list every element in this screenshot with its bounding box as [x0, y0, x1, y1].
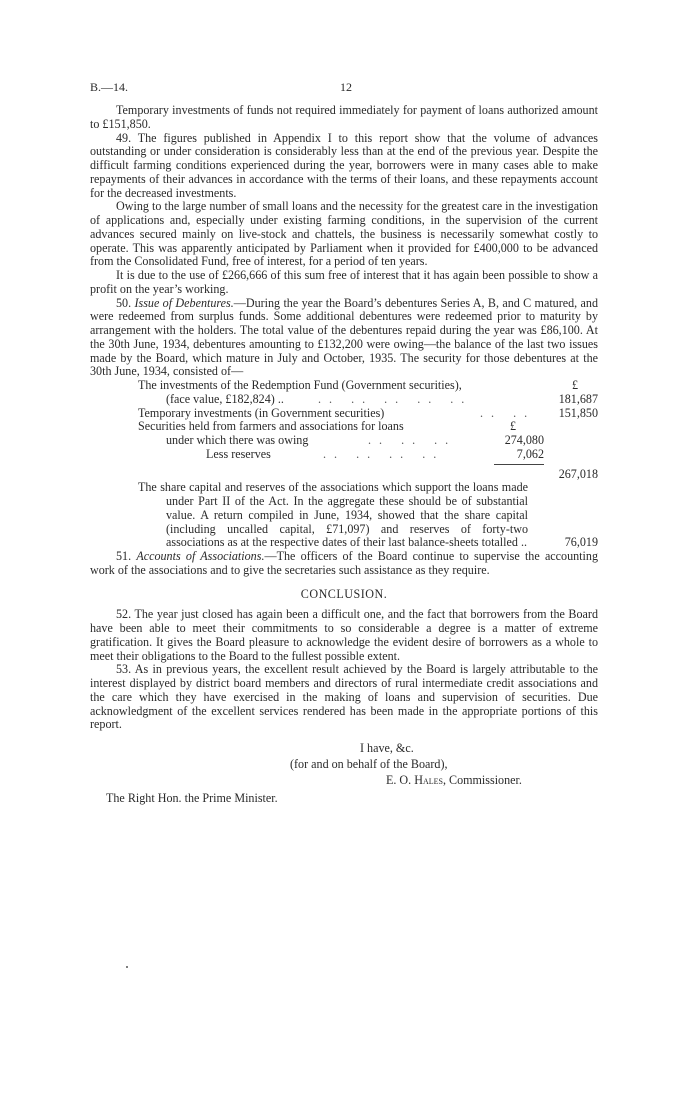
currency-symbol: £: [571, 378, 578, 392]
schedule-row-securities: [138, 420, 598, 434]
rule-line: [494, 464, 544, 465]
schedule-row-redemption-fund: [138, 379, 598, 393]
paragraph-51: [90, 550, 598, 578]
currency-symbol: £: [509, 419, 516, 434]
paragraph-51-number: 51.: [116, 549, 137, 563]
behalf-line: (for and on behalf of the Board),: [290, 757, 448, 771]
schedule-value: 76,019: [564, 535, 598, 550]
paragraph-52: 52. The year just closed has again been a difficult one, and the fact that borrowers from the Board have been able to meet their commitments to so considerable a degree is a matter of extreme gratification. It gives the Board pleasure to acknowledge the evident desire of borrowers as a whole to meet their obligations to the Board to the fullest possible extent.: [90, 607, 598, 663]
signatory-surname: Hales: [414, 773, 443, 787]
schedule-label: Less reserves: [206, 446, 271, 461]
security-schedule: [138, 379, 598, 550]
paragraph-50: [90, 297, 598, 380]
paragraph-50-body: —During the year the Board’s debentures Series A, B, and C matured, and were redeemed from surplus funds. Some additional debentures were redeemed prior to maturity by arrangement with the holders. The total value of the debentures repaid during the year was £86,100. At the 30th June, 1934, debentures amounting to £132,200 were owing—the balance of the last two issues made by the Board, which mature in July and October, 1935. The security for those debentures at the 30th June, 1934, consisted of—: [90, 295, 598, 379]
paragraph-50-number: 50.: [116, 295, 135, 310]
paragraph-due: It is due to the use of £266,666 of this sum free of interest that it has again been possible to show a profit on the year’s working.: [90, 268, 598, 296]
signature-block: [90, 738, 598, 808]
schedule-row-net: [138, 468, 598, 482]
leader-dots: .. ..: [480, 405, 536, 420]
paragraph-51-body: —The officers of the Board continue to supervise the accounting work of the associations and to give the secretaries such assistance as they require.: [90, 549, 598, 577]
page-number: 12: [340, 80, 352, 94]
schedule-value: 274,080: [504, 433, 544, 447]
schedule-value: 7,062: [516, 446, 544, 461]
leader-dots: .. .. .. ..: [323, 446, 445, 461]
schedule-label: (face value, £182,824) ..: [166, 391, 284, 406]
paragraph-53: 53. As in previous years, the excellent result achieved by the Board is largely attributable to the interest displayed by district board members and directors of rural intermediate credit associations and the care which they have exercised in the making of loans and supervision of securities. Due acknowledgment of the excellent services rendered has been made in the appropriate portions of this report.: [90, 662, 598, 732]
paragraph-50-title: Issue of Debentures.: [134, 295, 234, 310]
schedule-row-face-value: [138, 393, 598, 407]
paragraph-owing: Owing to the large number of small loans and the necessity for the greatest care in the investigation of applications and, especially under existing farming conditions, in the supervision of the current advances secured mainly on live-stock and chattels, the business is necessarily somewhat costly to operate. This was apparently anticipated by Parliament when it provided for £400,000 to be advanced from the Consolidated Fund, free of interest, for a period of ten years.: [90, 199, 598, 269]
document-code: B.—14.: [90, 80, 129, 94]
share-capital-text: The share capital and reserves of the associations which support the loans made under Part II of the Act. In the aggregate these should be of substantial value. A return compiled in June, 1934, showed that the share capital (including uncalled capital, £71,097) and reserves of forty-two associations as at the respective dates of their last balance-sheets totalled ..: [138, 480, 528, 550]
paragraph-51-title: Accounts of Associations.: [136, 549, 265, 563]
schedule-row-less-reserves: [138, 448, 598, 462]
schedule-label: Temporary investments (in Government securities): [138, 405, 385, 420]
schedule-label: The investments of the Redemption Fund (Government securities),: [138, 378, 462, 392]
stray-mark: [126, 966, 128, 968]
leader-dots: .. .. .. .. ..: [318, 391, 473, 406]
paragraph-49: 49. The figures published in Appendix I to this report show that the volume of advances outstanding or under consideration is considerably less than at the end of the previous year. Despite the difficult farming conditions experienced during the year, borrowers were in many cases able to make repayments of their advances in accordance with the terms of their loans, and these repayments account for the decreased investments.: [90, 130, 598, 200]
section-heading: CONCLUSION.: [300, 586, 388, 601]
signatory-title: , Commissioner.: [442, 773, 522, 787]
schedule-row-owing: [138, 434, 598, 448]
document-body: [90, 104, 598, 808]
signatory-initials: E. O.: [386, 773, 415, 787]
schedule-value: 151,850: [558, 405, 598, 420]
closing-line: I have, &c.: [360, 741, 414, 755]
signatory-line: [386, 774, 522, 788]
schedule-share-capital: [138, 481, 598, 550]
schedule-label: Securities held from farmers and associations for loans: [138, 419, 404, 434]
paragraph-temporary-investments: Temporary investments of funds not required immediately for payment of loans authorized amount to £151,850.: [90, 103, 598, 131]
page-header: [90, 80, 600, 96]
schedule-value: 267,018: [558, 466, 598, 481]
addressee-line: The Right Hon. the Prime Minister.: [106, 791, 278, 805]
schedule-row-temporary-investments: [138, 407, 598, 421]
schedule-label: under which there was owing: [166, 433, 309, 447]
leader-dots: .. .. ..: [368, 433, 457, 447]
schedule-value: 181,687: [558, 391, 598, 406]
